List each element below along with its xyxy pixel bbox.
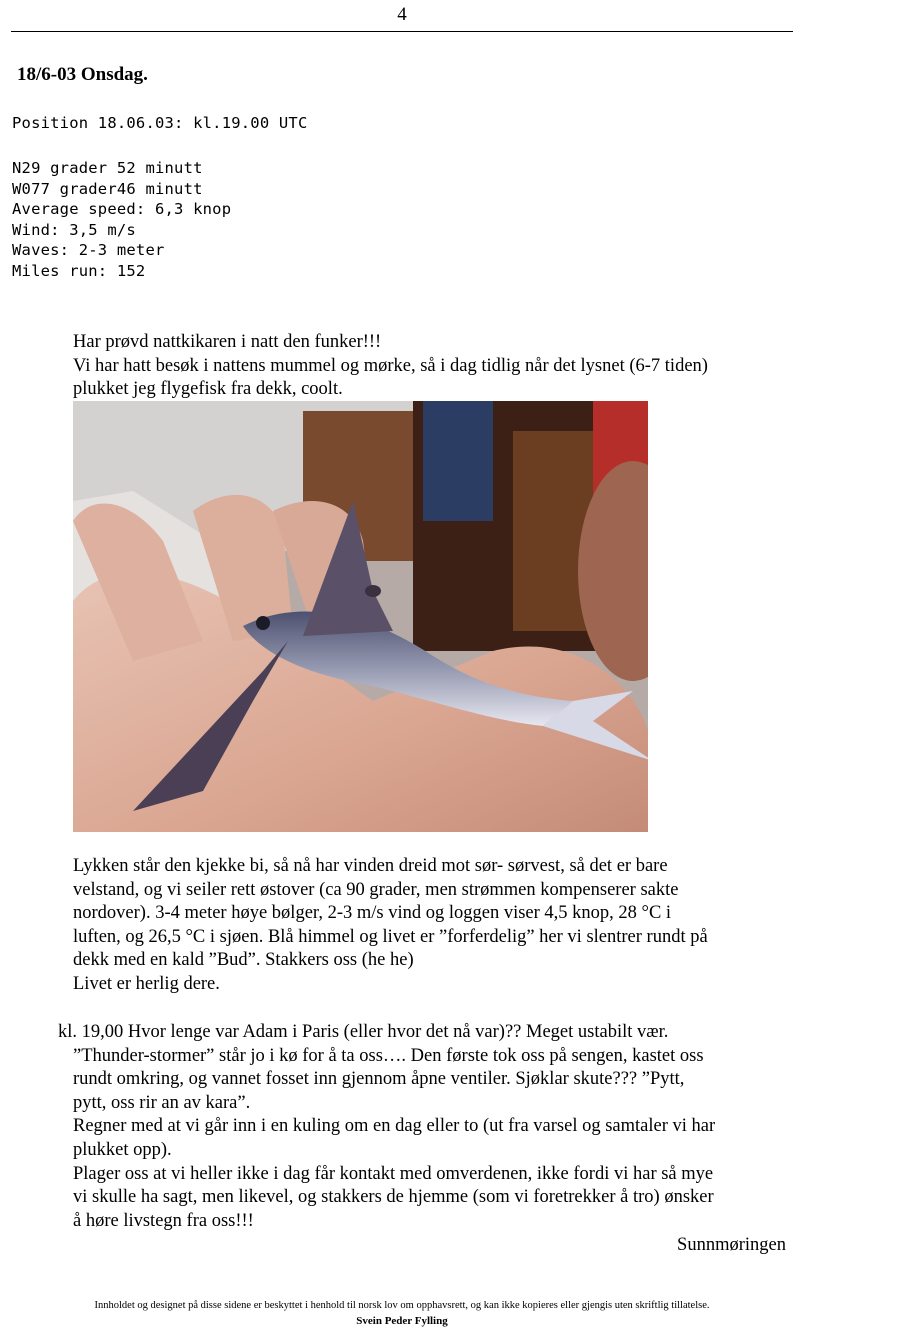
wind-speed: Wind: 3,5 m/s — [12, 221, 136, 239]
text-line: Livet er herlig dere. — [73, 973, 220, 994]
text-line: Lykken står den kjekke bi, så nå har vinden dreid mot sør- sørvest, så det er bare — [73, 856, 668, 876]
average-speed: Average speed: 6,3 knop — [12, 200, 232, 218]
copyright-notice: Innholdet og designet på disse sidene er beskyttet i henhold til norsk lov om opphavsrett, og kan ikke kopieres eller gjengis uten skriftlig tillatelse. — [94, 1300, 710, 1311]
text-line: plukket opp). — [73, 1139, 172, 1160]
text-line: Vi har hatt besøk i nattens mummel og mørke, så i dag tidlig når det lysnet (6-7 tiden) — [73, 355, 708, 376]
text-line: Plager oss at vi heller ikke i dag får kontakt med omverdenen, ikke fordi vi har så mye — [73, 1163, 714, 1184]
text-line: velstand, og vi seiler rett østover (ca 90 grader, men strømmen kompenserer sakte — [73, 879, 679, 900]
text-line: pytt, oss rir an av kara”. — [73, 1092, 251, 1113]
text-line: kl. 19,00 Hvor lenge var Adam i Paris (eller hvor det nå var)?? Meget ustabilt vær. — [58, 1022, 669, 1042]
body-paragraph-1 — [73, 855, 708, 997]
position-longitude: W077 grader46 minutt — [12, 180, 203, 198]
text-line: nordover). 3-4 meter høye bølger, 2-3 m/s vind og loggen viser 4,5 knop, 28 °C i — [73, 903, 672, 924]
text-line: vi skulle ha sagt, men likevel, og stakkers de hjemme (som vi foretrekker å tro) ønsker — [73, 1187, 714, 1208]
author-name: Svein Peder Fylling — [356, 1315, 448, 1327]
signature: Sunnmøringen — [677, 1235, 786, 1255]
text-line: å høre livstegn fra oss!!! — [73, 1210, 254, 1231]
page-number: 4 — [397, 4, 407, 25]
flying-fish-photo — [73, 401, 648, 832]
position-title: Position 18.06.03: kl.19.00 UTC — [12, 114, 308, 132]
text-line: rundt omkring, og vannet fosset inn gjennom åpne ventiler. Sjøklar skute??? ”Pytt, — [73, 1069, 685, 1090]
text-line: Regner med at vi går inn i en kuling om en dag eller to (ut fra varsel og samtaler vi har — [73, 1116, 716, 1137]
position-latitude: N29 grader 52 minutt — [12, 159, 203, 177]
entry-heading: 18/6-03 Onsdag. — [17, 64, 148, 85]
wave-height: Waves: 2-3 meter — [12, 241, 165, 259]
text-line: Har prøvd nattkikaren i natt den funker!!! — [73, 332, 382, 352]
text-line: ”Thunder-stormer” står jo i kø for å ta oss…. Den første tok oss på sengen, kastet oss — [73, 1045, 704, 1066]
body-paragraph-2 — [58, 1021, 715, 1233]
text-line: dekk med en kald ”Bud”. Stakkers oss (he he) — [73, 950, 414, 971]
text-line: plukket jeg flygefisk fra dekk, coolt. — [73, 379, 343, 400]
intro-paragraph — [73, 331, 708, 402]
text-line: luften, og 26,5 °C i sjøen. Blå himmel og livet er ”forferdelig” her vi slentrer rundt på — [73, 926, 708, 947]
miles-run: Miles run: 152 — [12, 262, 146, 280]
header-divider — [11, 31, 793, 32]
